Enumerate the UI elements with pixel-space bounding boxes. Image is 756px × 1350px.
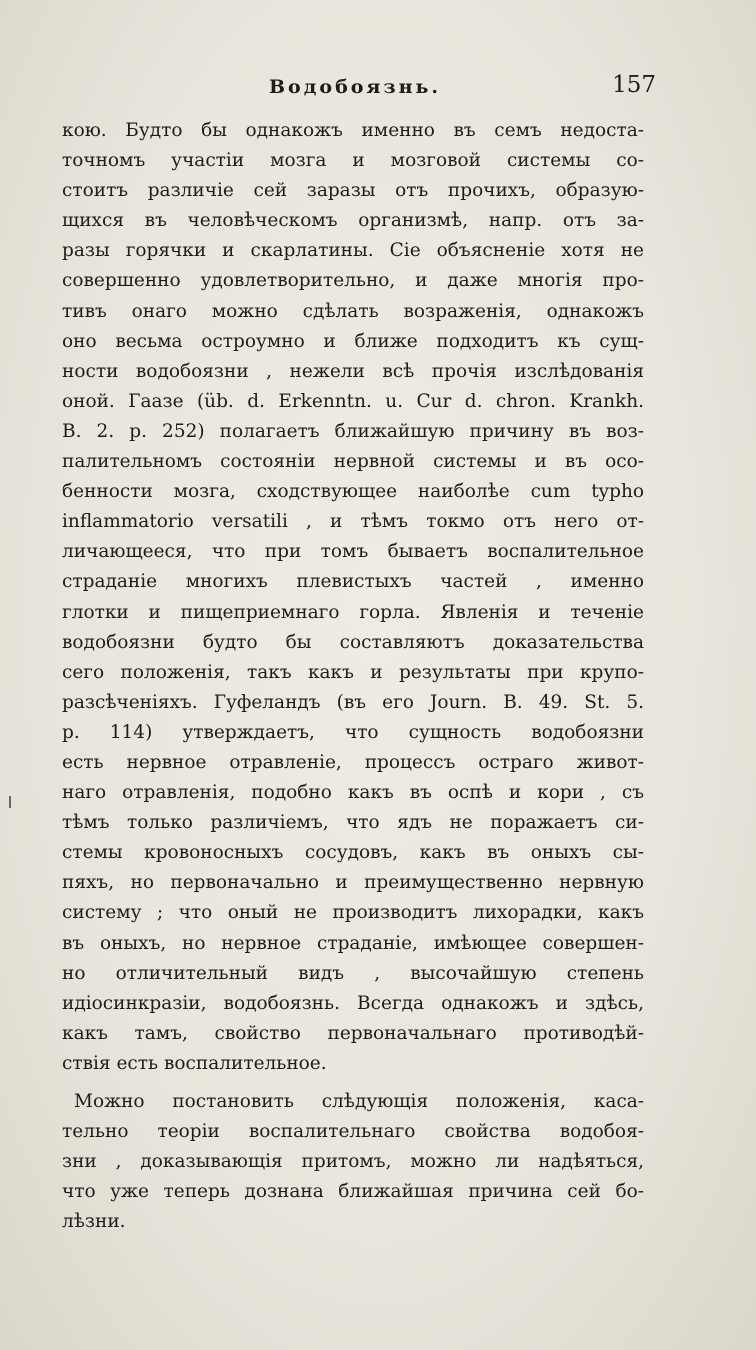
text-line: палительномъ состояніи нервной системы и въ осо- (62, 451, 644, 473)
text-line: тивъ онаго можно сдѣлать возраженія, однакожъ (62, 300, 644, 322)
text-line: щихся въ человѣческомъ организмѣ, напр. отъ за- (62, 210, 644, 232)
text-line: глотки и пищеприемнаго горла. Явленія и теченіе (62, 601, 644, 623)
text-line: сего положенія, такъ какъ и результаты при крупо- (62, 661, 644, 683)
text-line: наго отравленія, подобно какъ въ оспѣ и кори , съ (62, 782, 644, 804)
text-line: оной. Гаазе (üb. d. Erkenntn. u. Cur d. chron. Krankh. (62, 390, 644, 412)
text-line: бенности мозга, сходствующее наиболѣе cum typho (62, 481, 644, 503)
text-line: есть нервное отравленіе, процессъ остраго живот- (62, 751, 644, 773)
paragraph-1 (62, 116, 644, 1079)
text-line: страданіе многихъ плевистыхъ частей , именно (62, 571, 644, 593)
text-line: ности водобоязни , нежели всѣ прочія изслѣдованія (62, 360, 644, 382)
page-number: 157 (612, 72, 656, 98)
text-line: систему ; что оный не производитъ лихорадки, какъ (62, 902, 644, 924)
text-line: кою. Будто бы однакожъ именно въ семъ недоста- (62, 120, 644, 141)
margin-mark (9, 796, 11, 808)
text-line: p. 114) утверждаетъ, что сущность водобоязни (62, 721, 644, 743)
text-line: точномъ участіи мозга и мозговой системы со- (62, 150, 644, 172)
text-line: пяхъ, но первоначально и преимущественно нервную (62, 872, 644, 894)
text-line: личающееся, что при томъ бываетъ воспалительное (62, 541, 644, 563)
text-line: разы горячки и скарлатины. Сіе объясненіе хотя не (62, 240, 644, 262)
text-line: разсѣченіяхъ. Гуфеландъ (въ его Journ. B. 49. St. 5. (62, 691, 644, 713)
text-line: зни , доказывающія притомъ, можно ли надѣяться, (62, 1151, 644, 1173)
text-line: совершенно удовлетворительно, и даже многія про- (62, 270, 644, 292)
text-line: въ оныхъ, но нервное страданіе, имѣющее совершен- (62, 932, 644, 954)
text-line: тельно теоріи воспалительнаго свойства водобоя- (62, 1121, 644, 1143)
text-line: ствія есть воспалительное. (62, 1052, 327, 1074)
text-line: стоитъ различіе сей заразы отъ прочихъ, образую- (62, 180, 644, 202)
body-text (62, 116, 644, 1237)
text-line: лѣзни. (62, 1211, 126, 1233)
paragraph-2 (62, 1087, 644, 1237)
text-line: что уже теперь дознана ближайшая причина сей бо- (62, 1181, 644, 1203)
text-line: какъ тамъ, свойство первоначальнаго противодѣй- (62, 1022, 644, 1044)
text-line: тѣмъ только различіемъ, что ядъ не поражаетъ си- (62, 812, 644, 834)
text-line: стемы кровоносныхъ сосудовъ, какъ въ оныхъ сы- (62, 842, 644, 864)
running-title: Водобоязнь. (269, 76, 441, 98)
text-line: B. 2. p. 252) полагаетъ ближайшую причину въ воз- (62, 420, 644, 442)
text-line: оно весьма остроумно и ближе подходитъ къ сущ- (62, 330, 644, 352)
text-line: inflammatorio versatili , и тѣмъ токмо отъ него от- (62, 511, 644, 533)
paragraph-gap (62, 1079, 644, 1087)
text-line: но отличительный видъ , высочайшую степень (62, 962, 644, 984)
text-line: идіосинкразіи, водобоязнь. Всегда однакожъ и здѣсь, (62, 992, 644, 1014)
page-header (60, 72, 656, 114)
text-line: Можно постановить слѣдующія положенія, каса- (74, 1091, 644, 1112)
text-line: водобоязни будто бы составляютъ доказательства (62, 631, 644, 653)
